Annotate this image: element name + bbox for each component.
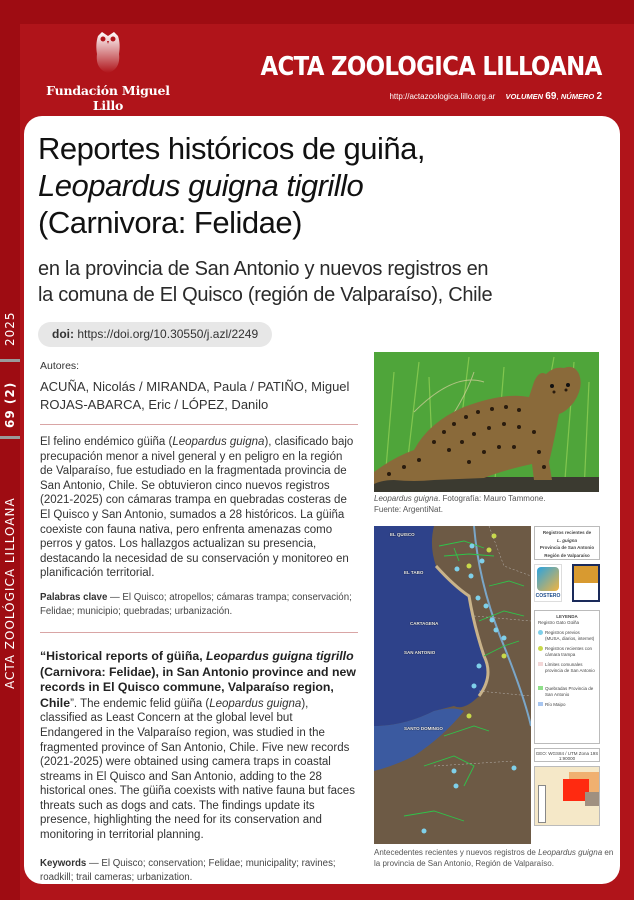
map-label: SANTO DOMINGO xyxy=(404,726,443,731)
abstract-es: El felino endémico güiña (Leopardus guigna), clasificado bajo precupación menor a nivel general y en peligro en la región de Valparaíso, fue estudiado en la fragmentada provincia de San Antonio, Chile. Se obtuvieron cinco nuevos registros (2021-2025) con cámaras trampa en quebradas costeras de El Quisco y San Antonio, sumados a 28 históricos. La güiña coexiste con fauna nativa, pero enfrenta amenazas como perros y gatos. Los hallazgos actualizan su presencia, destacando la necesidad de su conservación y monitoreo en planificación territorial. xyxy=(40,436,354,580)
map-label: EL QUISCO xyxy=(390,532,415,537)
keywords-es: Palabras clave — El Quisco; atropellos; cámaras trampa; conservación; Felidae; municipio; quebradas; urbanización. xyxy=(40,591,352,617)
map-caption: Antecedentes recientes y nuevos registros de Leopardus guigna en la provincia de San Antonio, Región de Valparaíso. xyxy=(374,848,614,868)
map-label: CARTAGENA xyxy=(410,621,439,626)
journal-url[interactable]: http://actazoologica.lillo.org.ar xyxy=(389,92,496,101)
municipal-shield-icon xyxy=(572,564,600,602)
locator-map xyxy=(534,766,600,826)
authors-list xyxy=(40,378,358,414)
title-line: (Carnivora: Felidae) xyxy=(38,205,302,240)
map-title-box: Registros recientes de L. guigna Provincia de San Antonio Región de Valparaíso xyxy=(534,526,600,560)
spine: 2025 69 (2) ACTA ZOOLÓGICA LILLOANA xyxy=(0,24,20,900)
article-left-column xyxy=(40,360,358,885)
spine-divider xyxy=(0,359,20,362)
map-logos xyxy=(534,564,600,602)
photo-caption: Leopardus guigna. Fotografía: Mauro Tammone. Fuente: ArgentiNat. xyxy=(374,494,546,514)
map-label: SAN ANTONIO xyxy=(404,650,436,655)
issue-number: 2 xyxy=(596,91,602,102)
abstract-en: “Historical reports of güiña, Leopardus guigna tigrillo (Carnivora: Felidae), in San Antonio province and new records in El Quisco commune, Valparaíso region, Chile”. The endemic felid güiña (Leopardus guigna), classified as Least Concern at the global level but Endangered in the Valparaíso region, was studied in the fragmented province of San Antonio, Chile. Five new records (2021-2025) were obtained using camera traps in coastal streams in El Quisco and San Antonio, adding to the 28 historical ones. The güiña coexists with native fauna but faces threats such as dogs and cats. The findings update its presence, highlighting the need for its conservation and monitoring in territorial planning. xyxy=(40,648,356,842)
authors-label: Autores: xyxy=(40,360,80,372)
volume-number: 69 xyxy=(545,91,557,102)
owl-icon xyxy=(90,30,126,74)
doi-label: doi: xyxy=(52,327,74,341)
subtitle-line: en la provincia de San Antonio y nuevos registros en xyxy=(38,258,489,280)
map-datum: GEO: WGS84 / UTM Zona 19S 1:90000 xyxy=(534,748,600,762)
foundation-name: Fundación Miguel Lillo xyxy=(46,83,170,113)
map-legend: LEYENDA Registro Gato Güiña Registros previos (MUSA, diarios, internet) Registros recientes con cámara trampa Límites comunales provincia de San Antonio Quebradas Provincia de San Antonio Río Maipo xyxy=(534,610,600,744)
volume-label: VOLUMEN xyxy=(505,92,544,101)
doi-badge[interactable] xyxy=(38,322,272,347)
cat-photo-icon xyxy=(374,352,599,492)
article-title xyxy=(38,130,425,241)
satellite-map-icon xyxy=(374,526,531,844)
foundation-logo xyxy=(38,30,178,130)
title-species: Leopardus guigna tigrillo xyxy=(38,168,364,203)
study-area-map xyxy=(374,526,531,844)
subtitle-line: la comuna de El Quisco (región de Valparaíso), Chile xyxy=(38,284,493,306)
journal-title: ACTA ZOOLOGICA LILLOANA xyxy=(260,52,602,82)
map-legend-panel xyxy=(534,526,600,766)
authors-line: ROJAS-ABARCA, Eric / LÓPEZ, Danilo xyxy=(40,397,269,412)
divider xyxy=(40,632,358,633)
keywords-en: Keywords — El Quisco; conservation; Felidae; municipality; ravines; roadkill; trail cameras; urbanization. xyxy=(40,857,336,883)
divider xyxy=(40,424,358,425)
doi-link[interactable]: https://doi.org/10.30550/j.azl/2249 xyxy=(77,327,259,341)
authors-line: ACUÑA, Nicolás / MIRANDA, Paula / PATIÑO, Miguel xyxy=(40,379,350,394)
top-strip xyxy=(0,0,634,24)
journal-meta: http://actazoologica.lillo.org.ar VOLUMEN 69, NÚMERO 2 xyxy=(389,91,602,102)
number-label: NÚMERO xyxy=(560,92,595,101)
article-subtitle xyxy=(38,256,492,308)
spine-divider xyxy=(0,436,20,439)
title-line: Reportes históricos de guiña, xyxy=(38,131,426,166)
guigna-photo xyxy=(374,352,599,492)
map-label: EL TABO xyxy=(404,570,424,575)
costero-logo: COSTERO xyxy=(534,564,562,602)
